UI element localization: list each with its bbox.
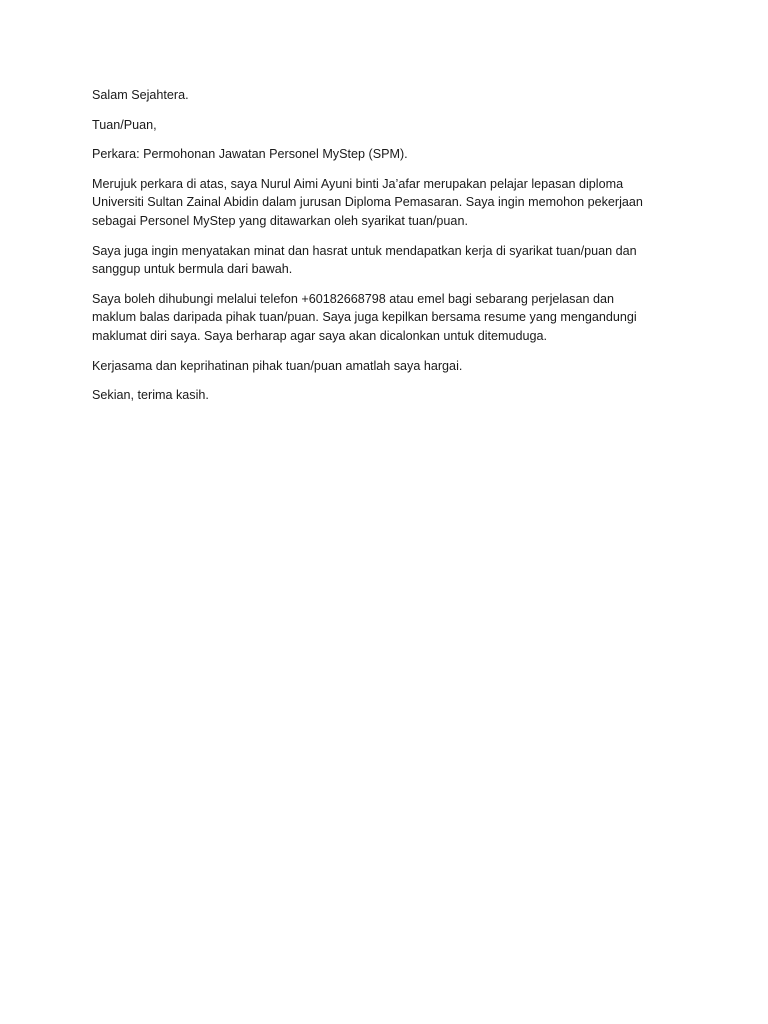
paragraph-interest bbox=[92, 242, 672, 279]
closing-line: Sekian, terima kasih. bbox=[92, 388, 209, 403]
paragraph-line: sanggup untuk bermula dari bawah. bbox=[92, 262, 293, 277]
paragraph-line: maklum balas daripada pihak tuan/puan. Saya juga kepilkan bersama resume yang mengandungi bbox=[92, 310, 637, 325]
paragraph-line: sebagai Personel MyStep yang ditawarkan oleh syarikat tuan/puan. bbox=[92, 213, 468, 228]
letter-body bbox=[92, 86, 672, 416]
subject-line: Perkara: Permohonan Jawatan Personel MyStep (SPM). bbox=[92, 147, 408, 162]
paragraph-line: maklumat diri saya. Saya berharap agar saya akan dicalonkan untuk ditemuduga. bbox=[92, 328, 548, 343]
paragraph-contact bbox=[92, 290, 672, 346]
paragraph-introduction bbox=[92, 175, 672, 231]
paragraph-appreciation: Kerjasama dan keprihatinan pihak tuan/puan amatlah saya hargai. bbox=[92, 358, 463, 373]
paragraph-line: Saya boleh dihubungi melalui telefon +60182668798 atau emel bagi sebarang perjelasan dan bbox=[92, 291, 614, 306]
paragraph-line: Saya juga ingin menyatakan minat dan hasrat untuk mendapatkan kerja di syarikat tuan/puan dan bbox=[92, 243, 637, 258]
salutation: Tuan/Puan, bbox=[92, 117, 157, 132]
greeting: Salam Sejahtera. bbox=[92, 88, 189, 102]
paragraph-line: Universiti Sultan Zainal Abidin dalam jurusan Diploma Pemasaran. Saya ingin memohon pekerjaan bbox=[92, 195, 643, 210]
paragraph-line: Merujuk perkara di atas, saya Nurul Aimi Ayuni binti Ja’afar merupakan pelajar lepasan diploma bbox=[92, 176, 624, 191]
